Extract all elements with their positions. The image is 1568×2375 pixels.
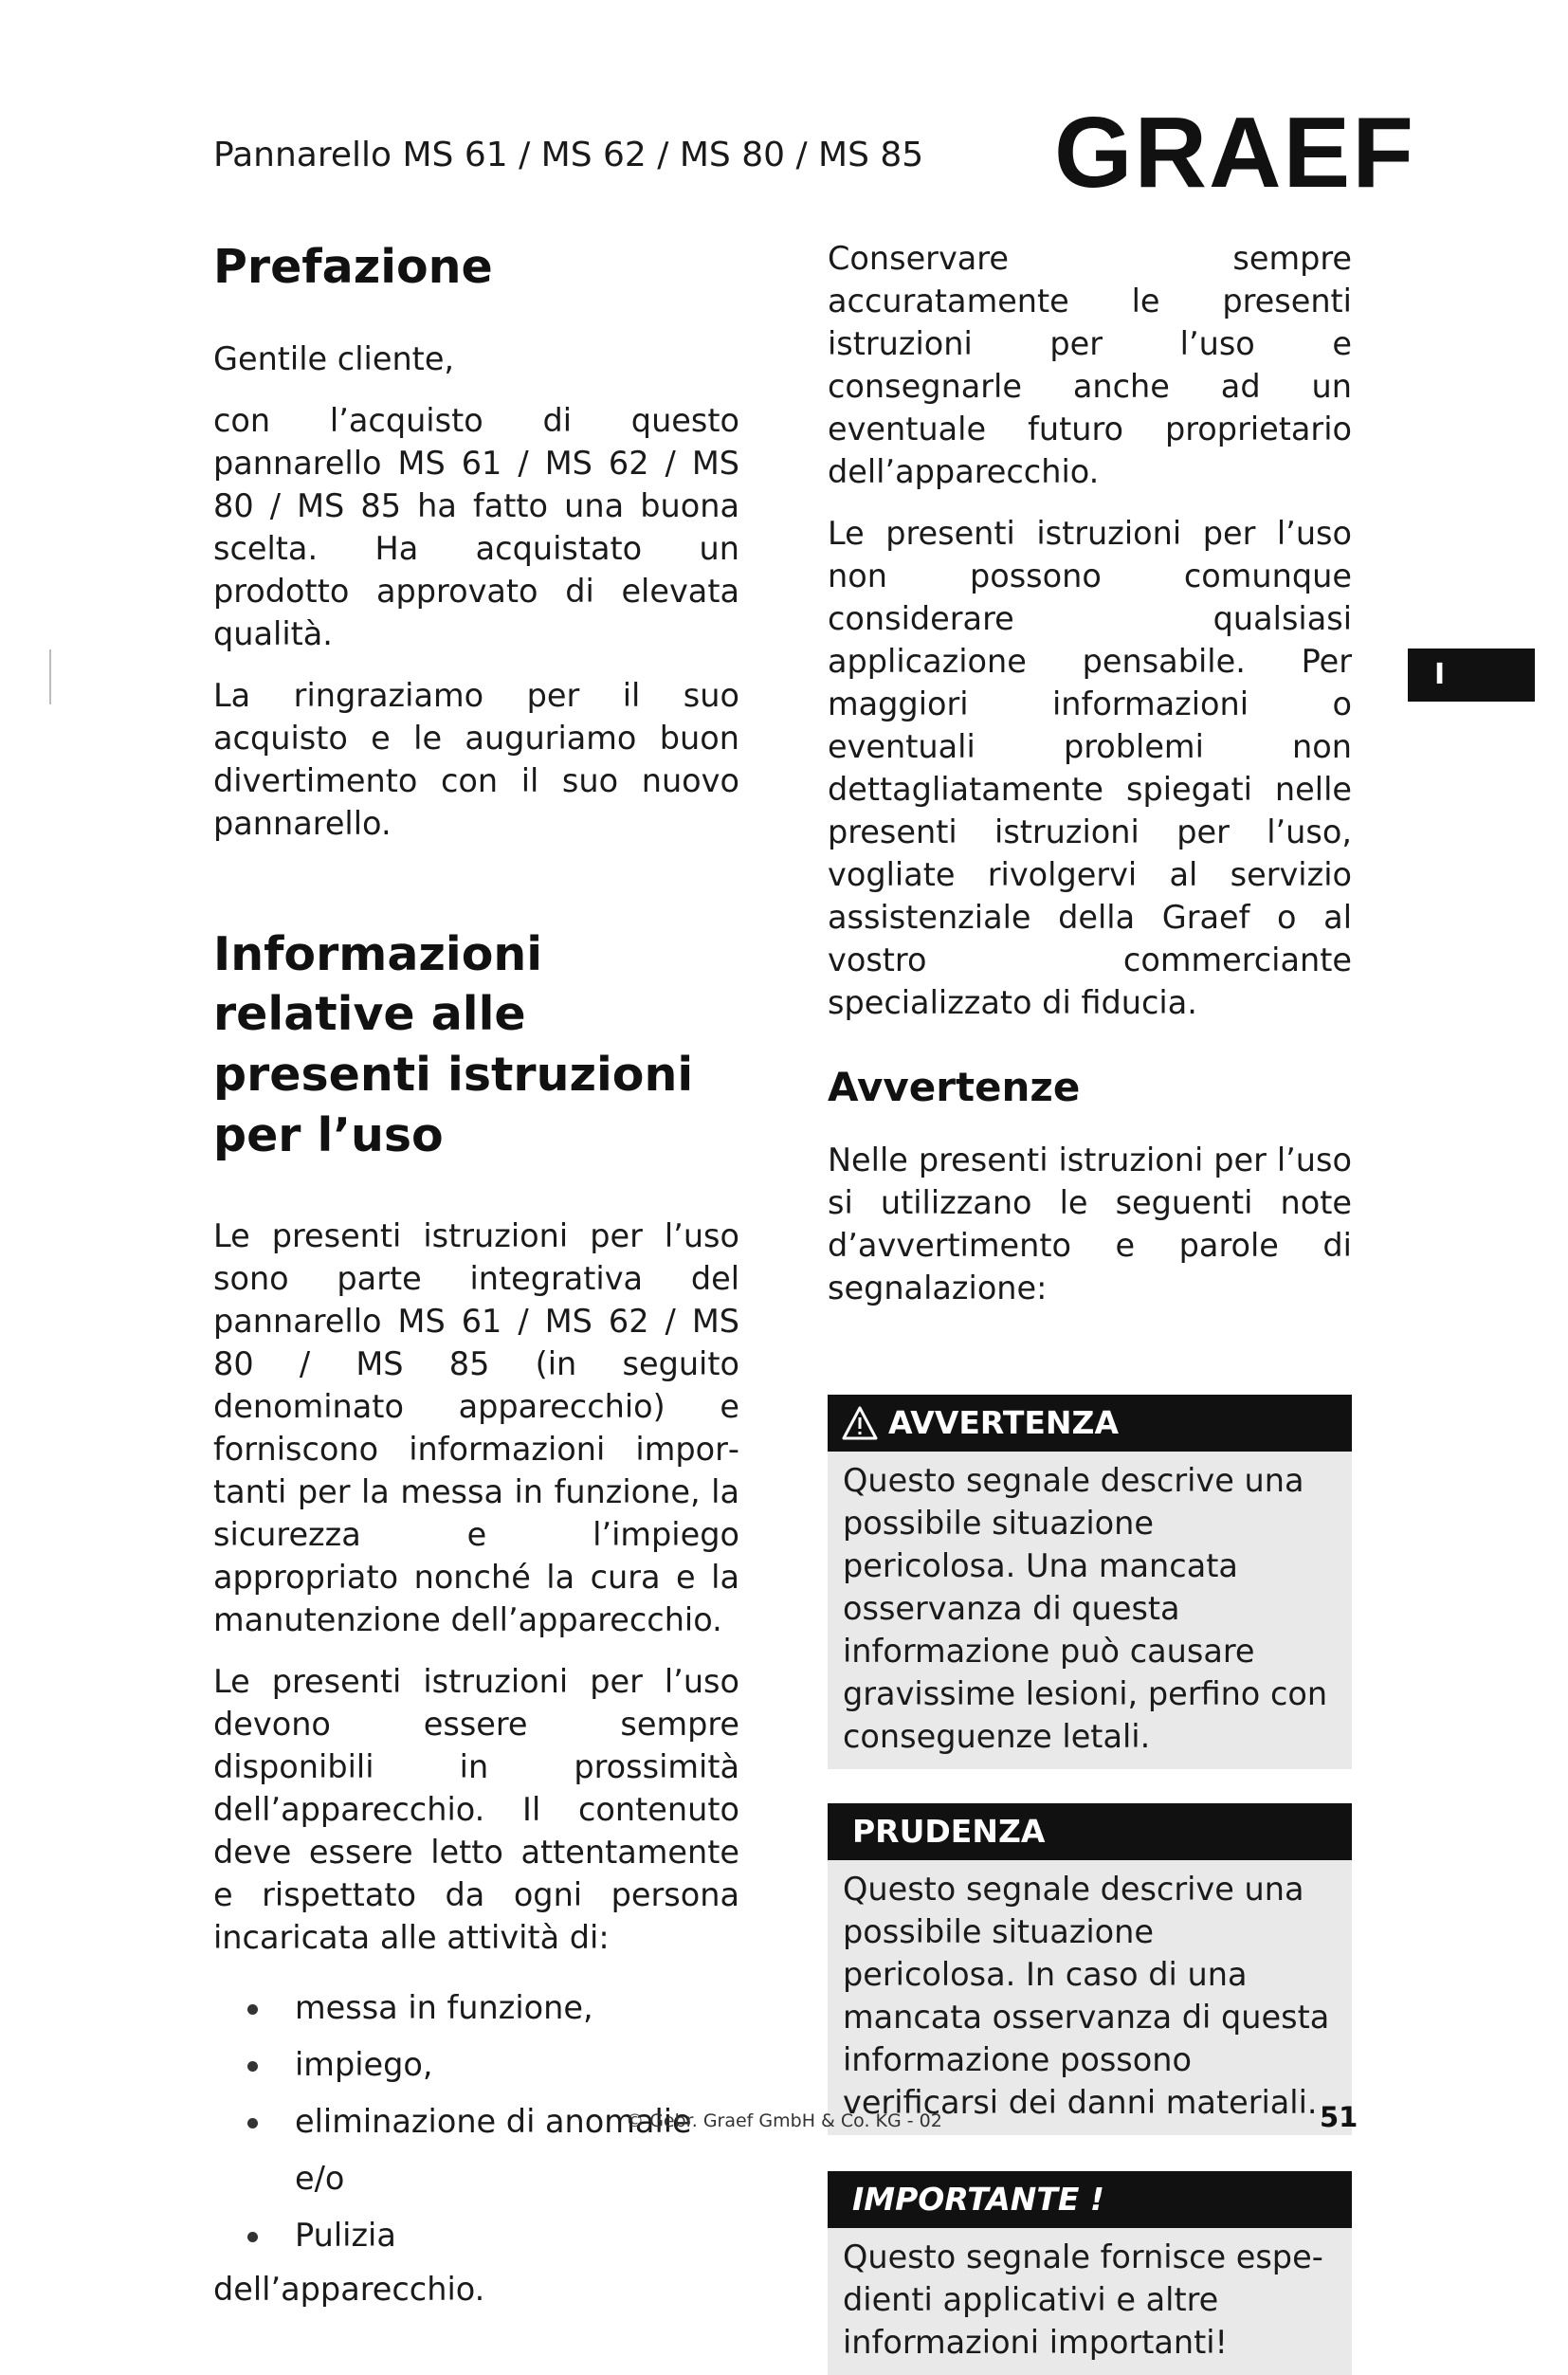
heading-avvertenze: Avvertenze — [828, 1064, 1081, 1110]
paragraph: dell’apparecchio. — [213, 2271, 485, 2309]
header-title: Pannarello MS 61 / MS 62 / MS 80 / MS 85 — [213, 136, 924, 174]
list-item: Pulizia — [213, 2207, 739, 2264]
box-text: Questo segnale fornisce espedienti applicativi e altre informazioni importanti! — [843, 2238, 1323, 2361]
footer-copyright: © Gebr. Graef GmbH & Co. KG - 02 — [626, 2110, 942, 2131]
warning-box-avvertenza — [828, 1395, 1352, 1769]
paragraph: Le presenti istruzioni per l’uso non possono comunque considerare qualsiasi applicazione pensabile. Per maggiori informazioni o eventuali problemi non dettagliatamente spiegati nelle presenti istruzioni per l’uso, vogliate rivolgervi al servizio assistenziale della Graef o al vostro commerciante specializzato di fiducia. — [828, 515, 1352, 1021]
box-header — [828, 2171, 1352, 2228]
paragraph: Le presenti istruzioni per l’uso devono essere sempre disponibili in prossimità dell’apparecchio. Il contenuto deve essere letto attentamente e rispettato da ogni persona incaricata alle attività di: — [213, 1663, 739, 1957]
list-item: eliminazione di anomalie e/o — [213, 2093, 739, 2207]
margin-line — [49, 649, 51, 704]
warning-box-prudenza — [828, 1803, 1352, 2135]
list-item: messa in funzione, — [213, 1980, 739, 2037]
box-title: PRUDENZA — [852, 1812, 1046, 1850]
box-title: IMPORTANTE ! — [852, 2180, 1104, 2218]
warning-triangle-icon — [841, 1405, 879, 1441]
heading-informazioni: Informazioni relative alle presenti istruzioni per l’uso — [213, 926, 694, 1162]
graef-logo: GRAEF — [1054, 97, 1415, 209]
heading-prefazione: Prefazione — [213, 240, 493, 294]
box-text: Questo segnale descrive una possibile situazione pericolosa. In caso di una mancata osservanza di questa informazione possono verificarsi dei danni materiali. — [843, 1870, 1330, 2121]
warning-box-importante — [828, 2171, 1352, 2375]
list-item: impiego, — [213, 2037, 739, 2093]
page-number: 51 — [1320, 2101, 1358, 2133]
paragraph: Nelle presenti istruzioni per l’uso si utilizzano le seguenti note d’avvertimento e parole di segnalazione: — [828, 1141, 1352, 1306]
box-header — [828, 1395, 1352, 1452]
paragraph: con l’acquisto di questo pannarello MS 61 / MS 62 / MS 80 / MS 85 ha fatto una buona scelta. Ha acquistato un prodotto approvato di elevata qualità. — [213, 401, 739, 652]
greeting: Gentile cliente, — [213, 339, 455, 377]
paragraph: La ringraziamo per il suo acquisto e le auguriamo buon divertimento con il suo nuovo pannarello. — [213, 676, 739, 842]
box-text: Questo segnale descrive una possibile situazione pericolosa. Una mancata osservanza di questa informazione può causare gravissime lesioni, perfino con conseguenze letali. — [843, 1461, 1328, 1755]
box-title: AVVERTENZA — [888, 1403, 1119, 1441]
left-column — [213, 237, 739, 2311]
box-header — [828, 1803, 1352, 1860]
right-column — [828, 237, 1352, 2375]
paragraph: Le presenti istruzioni per l’uso sono parte integrativa del pannarello MS 61 / MS 62 / MS 80 / MS 85 (in seguito denominato apparecchio) e forniscono informazioni importanti per la messa in funzione, la sicurezza e l’impiego appropriato nonché la cura e la manutenzione dell’apparecchio. — [213, 1217, 739, 1639]
paragraph: Conservare sempre accuratamente le presenti istruzioni per l’uso e consegnarle anche ad un eventuale futuro proprietario dell’apparecchio. — [828, 240, 1352, 490]
language-tab: I — [1408, 649, 1535, 702]
